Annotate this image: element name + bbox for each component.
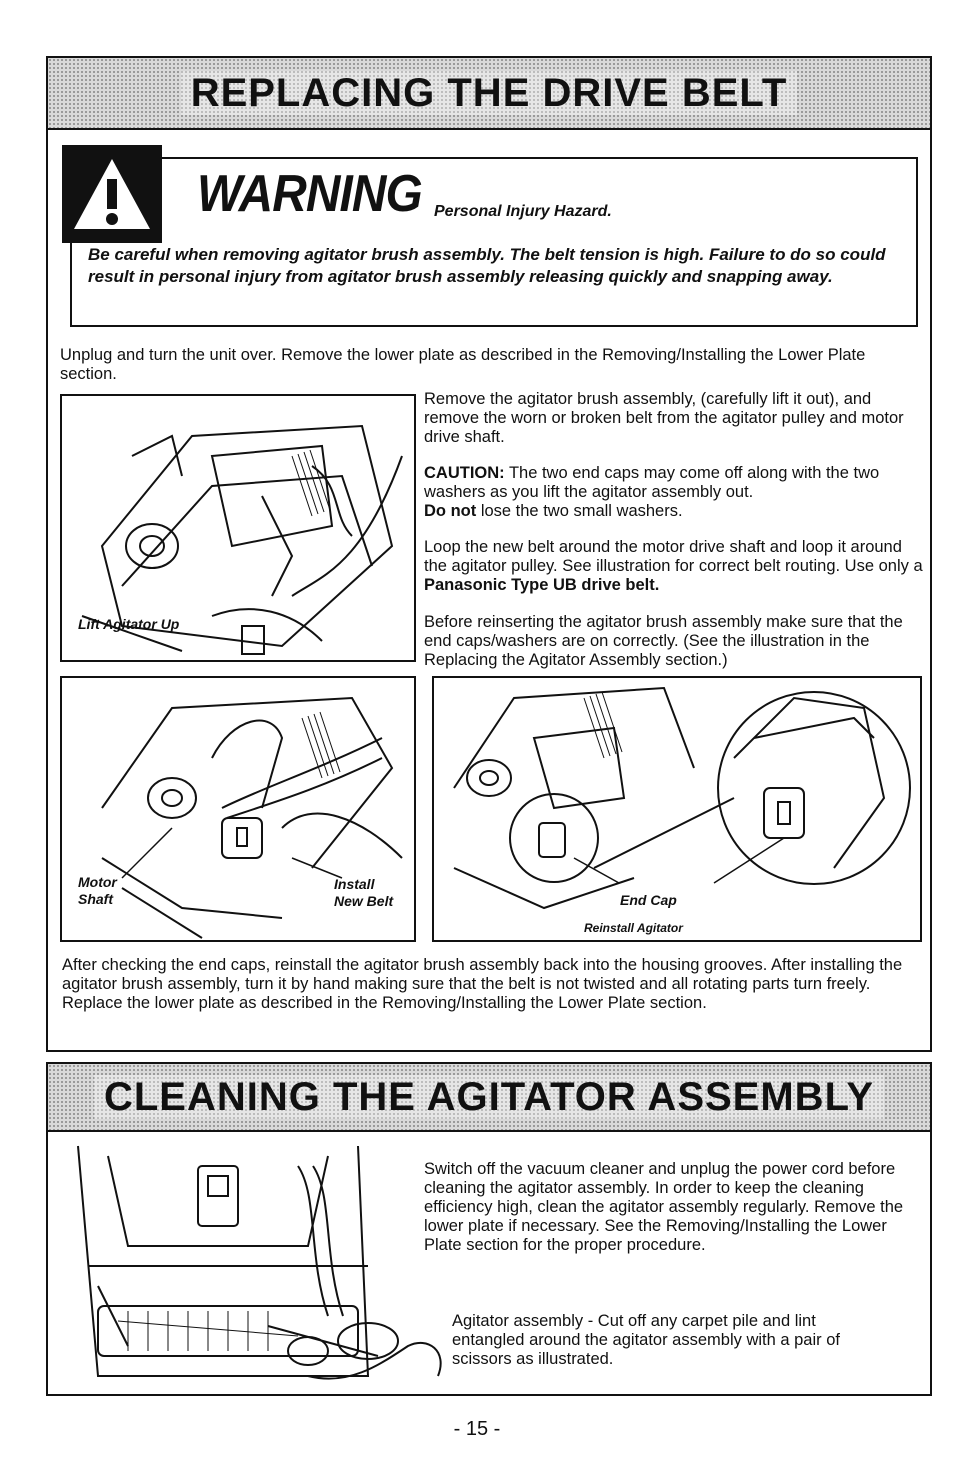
label-shaft: Shaft bbox=[78, 891, 113, 907]
figure-caption: Reinstall Agitator bbox=[584, 921, 683, 935]
section-replacing-drive-belt bbox=[46, 56, 932, 1052]
figure-reinstall-agitator bbox=[432, 676, 922, 942]
label-install: Install bbox=[334, 876, 375, 892]
warning-icon bbox=[62, 145, 162, 243]
figure-label: Lift Agitator Up bbox=[78, 616, 180, 632]
caution-label: CAUTION: bbox=[424, 464, 505, 482]
step-remove-agitator: Remove the agitator brush assembly, (carefully lift it out), and remove the worn or broken belt from the agitator pulley and motor drive shaft. bbox=[424, 390, 904, 446]
donot-label: Do not bbox=[424, 502, 477, 520]
outro-text: After checking the end caps, reinstall the agitator brush assembly back into the housing grooves. After installing the agitator brush assembly, turn it by hand making sure that the belt is not twisted and all rotating parts turn freely. Replace the lower plate as described in the Removing/Installing the Lower Plate section. bbox=[62, 956, 903, 1012]
section-banner bbox=[48, 1064, 930, 1132]
step-reinsert: Before reinserting the agitator brush assembly make sure that the end caps/washers are on correctly. (See the illustration in the Replacing the Agitator Assembly section.) bbox=[424, 613, 903, 669]
warning-body: Be careful when removing agitator brush assembly. The belt tension is high. Failure to do so could result in personal injury from agitator brush assembly releasing quickly and snapping away. bbox=[88, 245, 886, 286]
figure-label-motor bbox=[78, 874, 117, 908]
warning-box bbox=[70, 157, 918, 327]
section-title: CLEANING THE AGITATOR ASSEMBLY bbox=[94, 1075, 884, 1119]
reinstall-agitator-illustration bbox=[434, 678, 920, 940]
cleaning-instructions: Switch off the vacuum cleaner and unplug the power cord before cleaning the agitator assembly. In order to keep the cleaning efficiency high, clean the agitator assembly regularly. Remove the lower plate if necessary. See the Removing/Installing the Lower Plate section for the proper procedure. bbox=[424, 1160, 904, 1254]
label-new-belt: New Belt bbox=[334, 893, 394, 909]
section-cleaning-agitator bbox=[46, 1062, 932, 1396]
label-end-cap: End Cap bbox=[620, 892, 677, 908]
warning-heading: WARNING bbox=[197, 165, 422, 223]
belt-type: Panasonic Type UB drive belt. bbox=[424, 576, 660, 594]
scissors-agitator-illustration bbox=[68, 1136, 448, 1394]
intro-text: Unplug and turn the unit over. Remove the lower plate as described in the Removing/Installing the Lower Plate section. bbox=[60, 346, 866, 383]
page-number: - 15 - bbox=[453, 1418, 501, 1440]
donot-body: lose the two small washers. bbox=[476, 502, 683, 520]
figure-install-belt bbox=[60, 676, 416, 942]
warning-subheading: Personal Injury Hazard. bbox=[434, 203, 612, 220]
section-title: REPLACING THE DRIVE BELT bbox=[181, 71, 798, 115]
label-motor: Motor bbox=[78, 874, 117, 890]
step-loop-belt-text: Loop the new belt around the motor drive shaft and loop it around the agitator pulley. See illustration for correct belt routing. Use only a bbox=[424, 538, 923, 575]
caution-text bbox=[424, 464, 924, 521]
section-banner bbox=[48, 58, 930, 130]
cleaning-scissors-text: Agitator assembly - Cut off any carpet pile and lint entangled around the agitator assembly with a pair of scissors as illustrated. bbox=[452, 1312, 840, 1368]
figure-label-install bbox=[334, 876, 393, 910]
caution-body: The two end caps may come off along with the two washers as you lift the agitator assembly out. bbox=[424, 464, 880, 501]
figure-lift-agitator bbox=[60, 394, 416, 662]
step-loop-belt bbox=[424, 538, 924, 595]
figure-cleaning-agitator bbox=[68, 1136, 448, 1394]
